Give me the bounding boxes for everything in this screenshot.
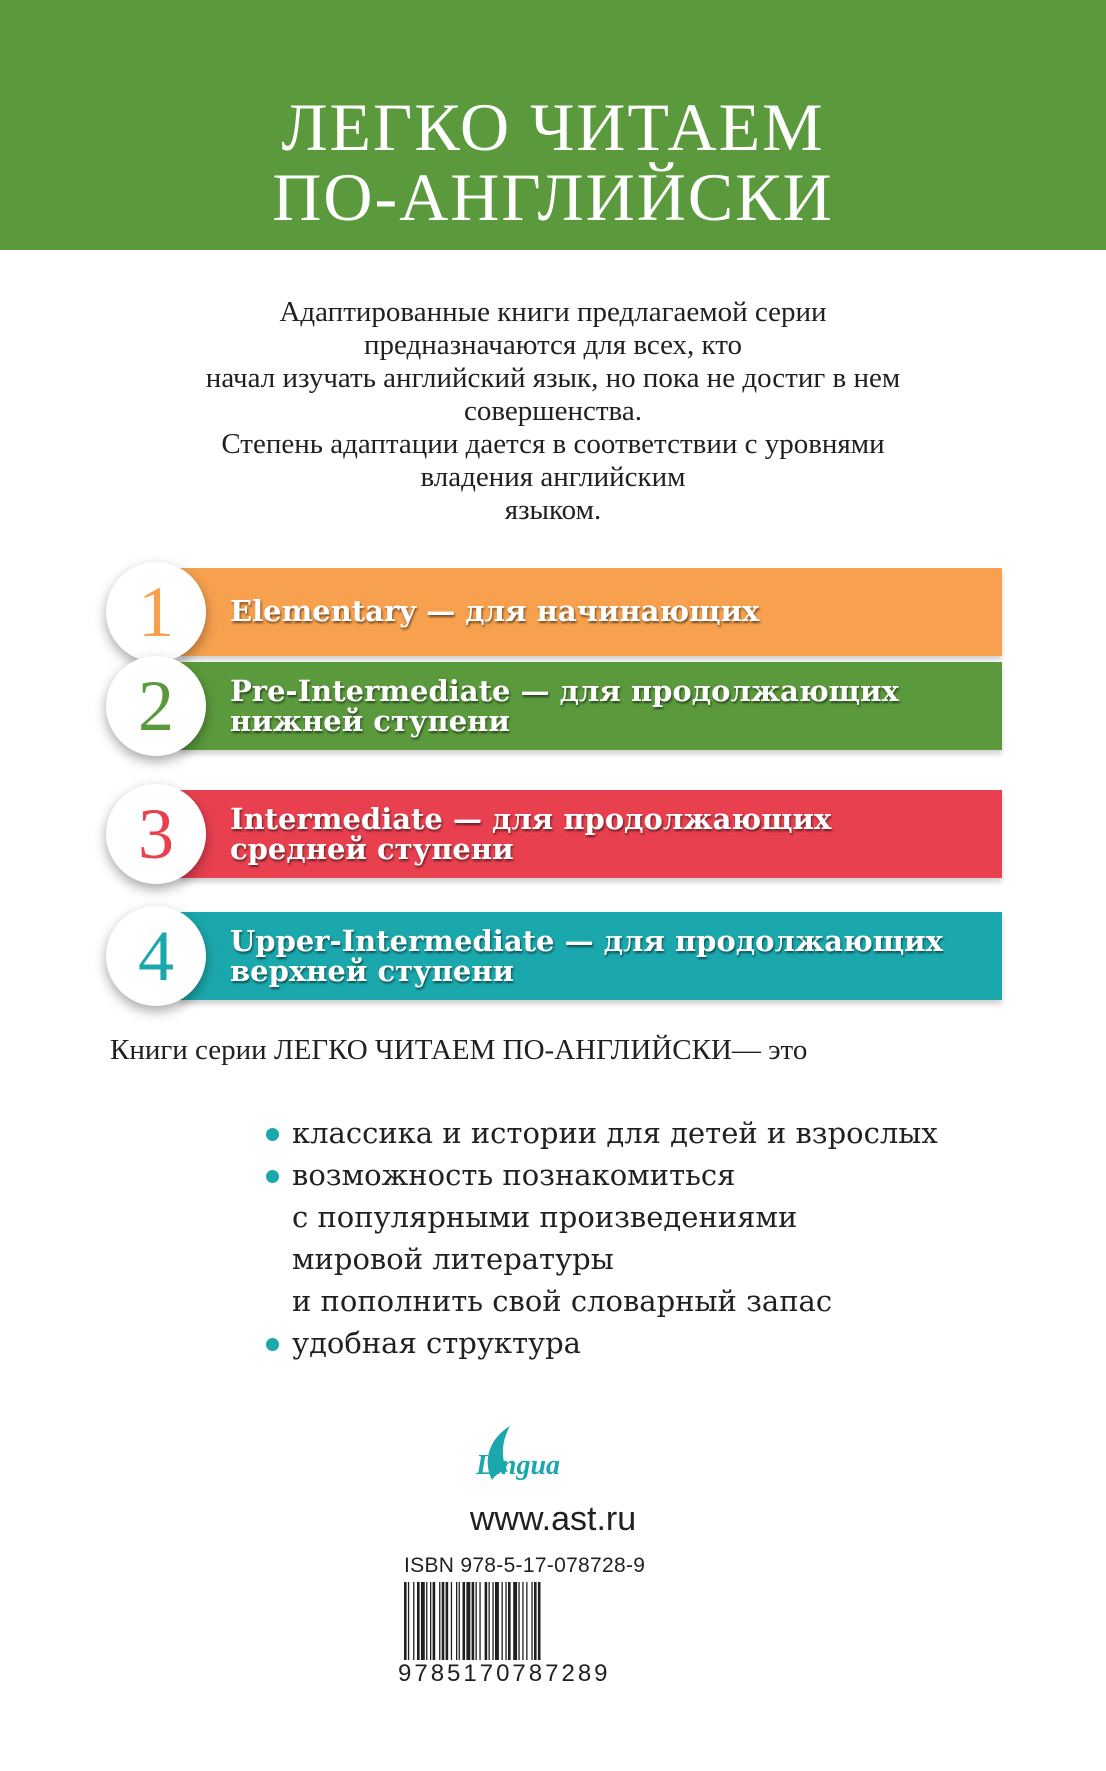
features-list <box>262 1112 938 1364</box>
barcode-stripe <box>466 1582 470 1660</box>
barcode-stripe <box>476 1582 477 1660</box>
barcode-stripe <box>485 1582 488 1660</box>
barcode-icon <box>404 1582 626 1660</box>
level-label-line2: нижней ступени <box>230 704 510 738</box>
barcode-stripe <box>456 1582 457 1660</box>
barcode-stripe <box>489 1582 490 1660</box>
series-name: ЛЕГКО ЧИТАЕМ ПО-АНГЛИЙСКИ <box>273 1034 732 1066</box>
series-suffix: — это <box>731 1034 808 1066</box>
list-item-line: классика и истории для детей и взрослых <box>292 1116 938 1150</box>
barcode-stripe <box>526 1582 527 1660</box>
barcode-stripe <box>408 1582 409 1660</box>
list-item-line: с популярными произведениями <box>292 1200 798 1234</box>
level-number-badge: 4 <box>106 906 206 1006</box>
barcode-stripe <box>442 1582 445 1660</box>
barcode-stripe <box>439 1582 440 1660</box>
barcode-digits: 9785170787289 <box>398 1660 611 1687</box>
barcode-stripe <box>459 1582 460 1660</box>
intro-line: Адаптированные книги предлагаемой серии <box>279 296 827 328</box>
isbn-label: ISBN 978-5-17-078728-9 <box>404 1554 646 1577</box>
series-intro-line <box>110 1034 807 1067</box>
series-title-line2: ПО-АНГЛИЙСКИ <box>272 159 834 235</box>
list-item-line: возможность познакомиться <box>292 1158 736 1192</box>
barcode-stripe <box>479 1582 480 1660</box>
barcode-stripe <box>433 1582 436 1660</box>
bullet-dot-icon <box>266 1170 279 1183</box>
list-item <box>262 1112 938 1154</box>
barcode-stripe <box>472 1582 475 1660</box>
barcode-stripe <box>426 1582 427 1660</box>
intro-line: владения английским <box>420 461 686 493</box>
level-label-line1: Intermediate — для продолжающих <box>230 802 832 836</box>
barcode-stripe <box>451 1582 452 1660</box>
bullet-dot-icon <box>266 1128 279 1141</box>
list-item-line: мировой литературы <box>292 1242 614 1276</box>
header-banner <box>0 0 1106 250</box>
level-label-line1: Pre-Intermediate — для продолжающих <box>230 674 899 708</box>
website-link[interactable]: www.ast.ru <box>469 1500 637 1538</box>
level-number-badge: 2 <box>106 656 206 756</box>
level-number-badge: 3 <box>106 784 206 884</box>
bullet-dot-icon <box>266 1338 279 1351</box>
intro-paragraph <box>110 296 996 527</box>
barcode-stripe <box>508 1582 511 1660</box>
barcode-stripe <box>505 1582 506 1660</box>
series-title <box>0 89 1106 235</box>
barcode-stripe <box>421 1582 425 1660</box>
barcode-stripe <box>463 1582 466 1660</box>
barcode-stripe <box>518 1582 519 1660</box>
series-title-line1: ЛЕГКО ЧИТАЕМ <box>281 89 825 165</box>
barcode-stripe <box>534 1582 537 1660</box>
intro-line: языком. <box>504 494 602 526</box>
list-item <box>262 1322 938 1364</box>
level-label <box>230 926 943 986</box>
level-label-line1: Upper-Intermediate — для продолжающих <box>230 924 943 958</box>
list-item-line: и пополнить свой словарный запас <box>292 1284 833 1318</box>
barcode-stripe <box>413 1582 414 1660</box>
series-prefix: Книги серии <box>110 1034 274 1066</box>
level-label-line1: Elementary — для начинающих <box>230 594 760 628</box>
level-label-line2: средней ступени <box>230 832 514 866</box>
barcode-stripe <box>417 1582 420 1660</box>
barcode-stripe <box>430 1582 431 1660</box>
list-item <box>262 1154 938 1322</box>
list-item-line: удобная структура <box>292 1326 581 1360</box>
barcode-stripe <box>404 1582 407 1660</box>
barcode-stripe <box>522 1582 523 1660</box>
level-label <box>230 676 899 736</box>
barcode-stripe <box>495 1582 499 1660</box>
intro-line: Степень адаптации дается в соответствии с уровнями <box>221 428 885 460</box>
level-label <box>230 596 759 626</box>
level-number-badge: 1 <box>106 562 206 662</box>
level-label <box>230 804 831 864</box>
intro-line: предназначаются для всех, кто <box>363 329 743 361</box>
barcode-stripe <box>538 1582 541 1660</box>
intro-line: начал изучать английский язык, но пока не достиг в нем <box>205 362 901 394</box>
level-label-line2: верхней ступени <box>230 954 515 988</box>
barcode-stripe <box>513 1582 517 1660</box>
barcode-stripe <box>502 1582 503 1660</box>
barcode-stripe <box>531 1582 532 1660</box>
barcode-stripe <box>492 1582 493 1660</box>
publisher-logo-text: Lingua <box>476 1450 561 1481</box>
intro-line: совершенства. <box>464 395 642 427</box>
barcode-stripe <box>446 1582 449 1660</box>
